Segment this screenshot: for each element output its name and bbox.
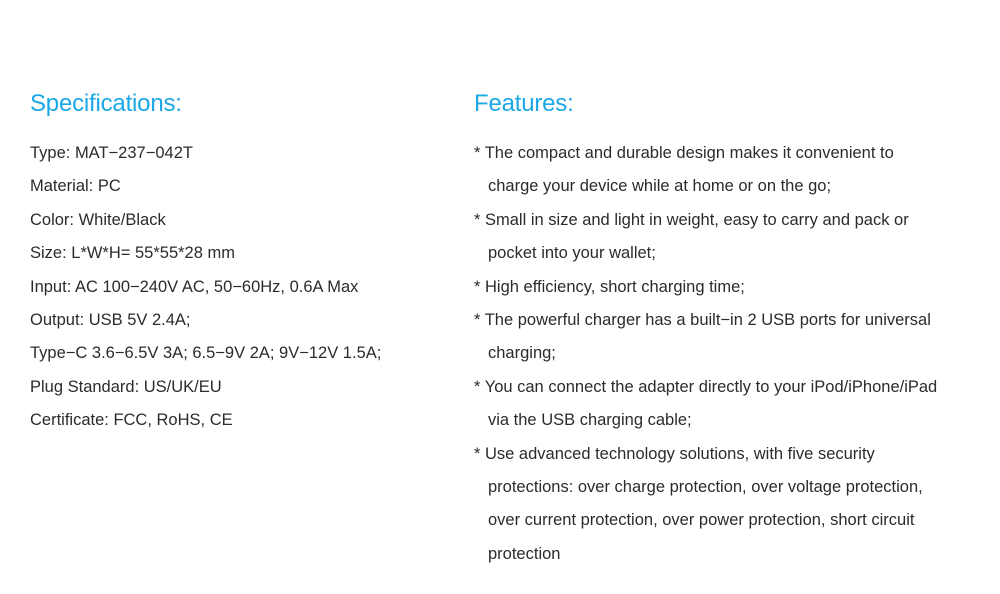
specifications-section (30, 88, 450, 438)
feature-item (474, 271, 984, 304)
features-heading: Features: (474, 90, 574, 117)
feature-item (474, 371, 984, 438)
specifications-list (30, 137, 450, 438)
feature-line: over current protection, over power protection, short circuit (488, 511, 915, 530)
feature-line: * Use advanced technology solutions, with five security (474, 444, 875, 463)
feature-item (474, 137, 984, 204)
feature-line: * You can connect the adapter directly to your iPod/iPhone/iPad (474, 377, 938, 396)
spec-type: Type: MAT−237−042T (30, 144, 193, 162)
spec-plug-standard: Plug Standard: US/UK/EU (30, 377, 222, 396)
feature-line: protection (488, 544, 561, 563)
spec-material: Material: PC (30, 177, 121, 196)
spec-size: Size: L*W*H= 55*55*28 mm (30, 244, 235, 263)
specifications-heading: Specifications: (30, 90, 182, 117)
feature-line: protections: over charge protection, over voltage protection, (488, 478, 923, 497)
feature-item (474, 304, 984, 371)
feature-item (474, 438, 984, 572)
spec-input: Input: AC 100−240V AC, 50−60Hz, 0.6A Max (30, 277, 359, 296)
feature-line: * The compact and durable design makes it convenient to (474, 144, 894, 162)
feature-line: pocket into your wallet; (488, 244, 656, 263)
spec-color: Color: White/Black (30, 210, 166, 229)
feature-line: * Small in size and light in weight, easy to carry and pack or (474, 210, 909, 229)
feature-line: charge your device while at home or on the go; (488, 177, 832, 196)
feature-line: * The powerful charger has a built−in 2 USB ports for universal (474, 311, 931, 330)
spec-output: Output: USB 5V 2.4A; (30, 311, 191, 330)
feature-line: * High efficiency, short charging time; (474, 277, 745, 296)
features-list (474, 137, 984, 571)
feature-line: via the USB charging cable; (488, 411, 692, 430)
spec-certificate: Certificate: FCC, RoHS, CE (30, 411, 233, 430)
spec-type-c: Type−C 3.6−6.5V 3A; 6.5−9V 2A; 9V−12V 1.5A; (30, 344, 382, 363)
feature-item (474, 204, 984, 271)
features-section (474, 88, 984, 571)
feature-line: charging; (488, 344, 556, 363)
